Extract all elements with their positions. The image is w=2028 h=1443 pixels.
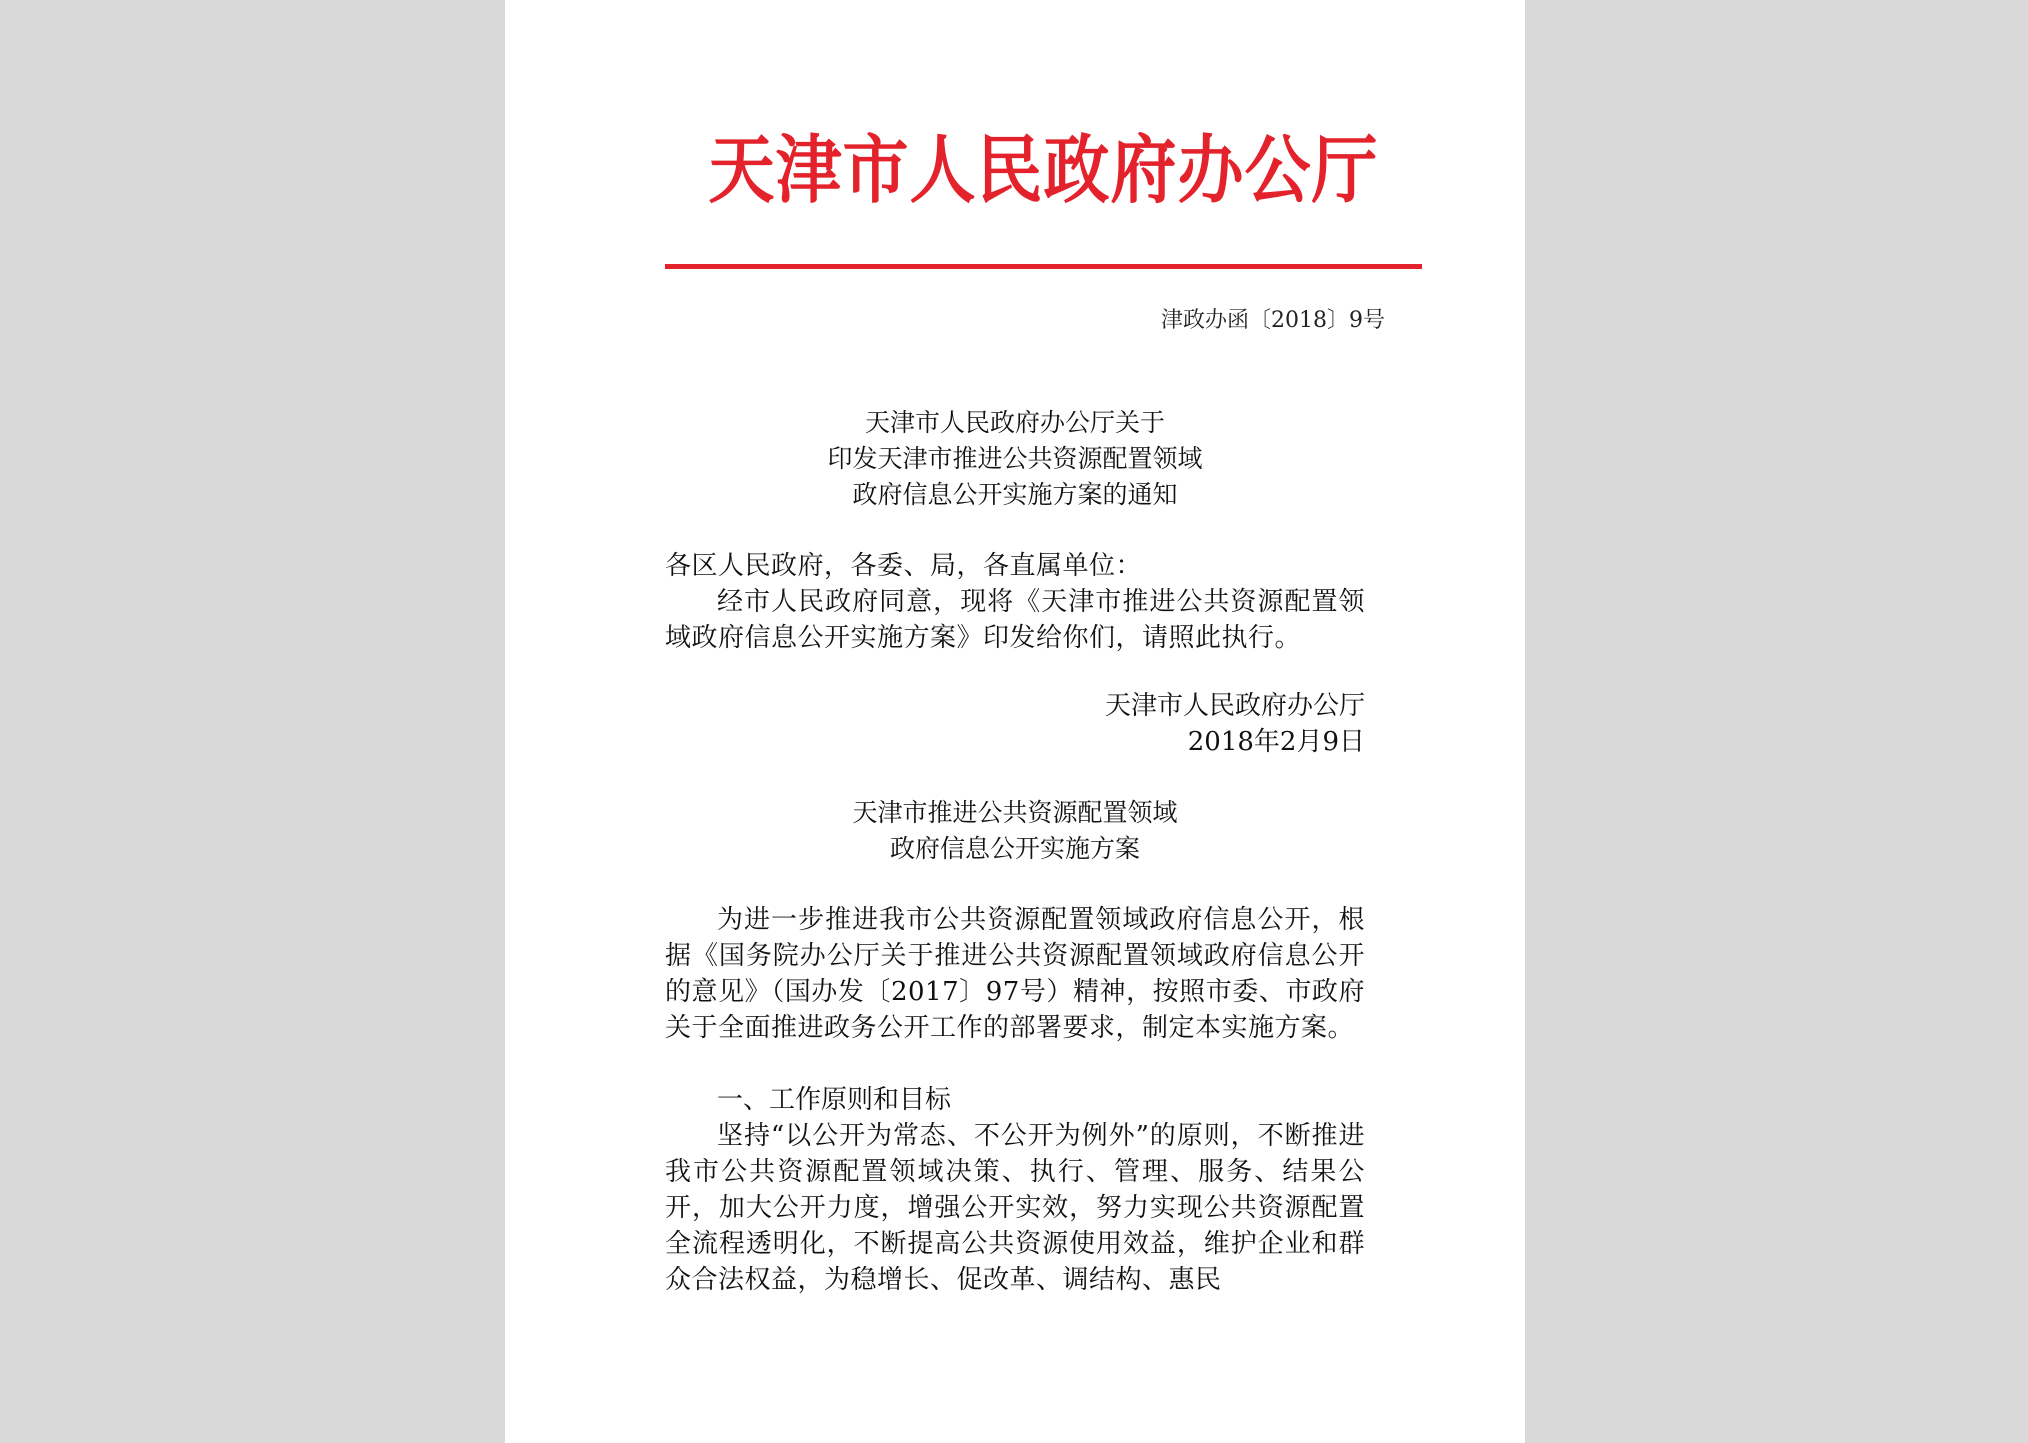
principles-paragraph: 坚持“以公开为常态、不公开为例外”的原则，不断推进我市公共资源配置领域决策、执行、管理、服务、结果公开，加大公开力度，增强公开实效，努力实现公共资源配置全流程透明化，不断提高公共资源使用效益，维护企业和群众合法权益，为稳增长、促改革、调结构、惠民	[665, 1121, 1365, 1295]
salutation: 各区人民政府，各委、局，各直属单位：	[665, 551, 1143, 581]
notice-title-line-3: 政府信息公开实施方案的通知	[852, 480, 1178, 509]
plan-title	[725, 795, 1305, 867]
document-page	[505, 0, 1525, 1443]
notice-title	[725, 405, 1305, 513]
notice-title-line-1: 天津市人民政府办公厅关于	[864, 408, 1165, 437]
section-heading-principles: 一、工作原则和目标	[717, 1085, 952, 1115]
signature-organization: 天津市人民政府办公厅	[1104, 691, 1365, 721]
red-header-rule	[665, 264, 1422, 269]
notice-title-line-2: 印发天津市推进公共资源配置领域	[827, 444, 1203, 473]
signature-date: 2018年2月9日	[1187, 727, 1365, 757]
plan-title-line-1: 天津市推进公共资源配置领域	[852, 798, 1178, 827]
signature-block	[665, 688, 1365, 760]
plan-title-line-2: 政府信息公开实施方案	[889, 834, 1140, 863]
plan-intro-paragraph: 为进一步推进我市公共资源配置领域政府信息公开，根据《国务院办公厅关于推进公共资源配置领域政府信息公开的意见》（国办发〔2017〕97号）精神，按照市委、市政府关于全面推进政务公开工作的部署要求，制定本实施方案。	[665, 905, 1365, 1043]
notice-body-paragraph: 经市人民政府同意，现将《天津市推进公共资源配置领域政府信息公开实施方案》印发给你们，请照此执行。	[665, 587, 1365, 653]
issuing-office-header: 天津市人民政府办公厅	[708, 127, 1379, 214]
document-number: 津政办函〔2018〕9号	[1161, 308, 1385, 333]
